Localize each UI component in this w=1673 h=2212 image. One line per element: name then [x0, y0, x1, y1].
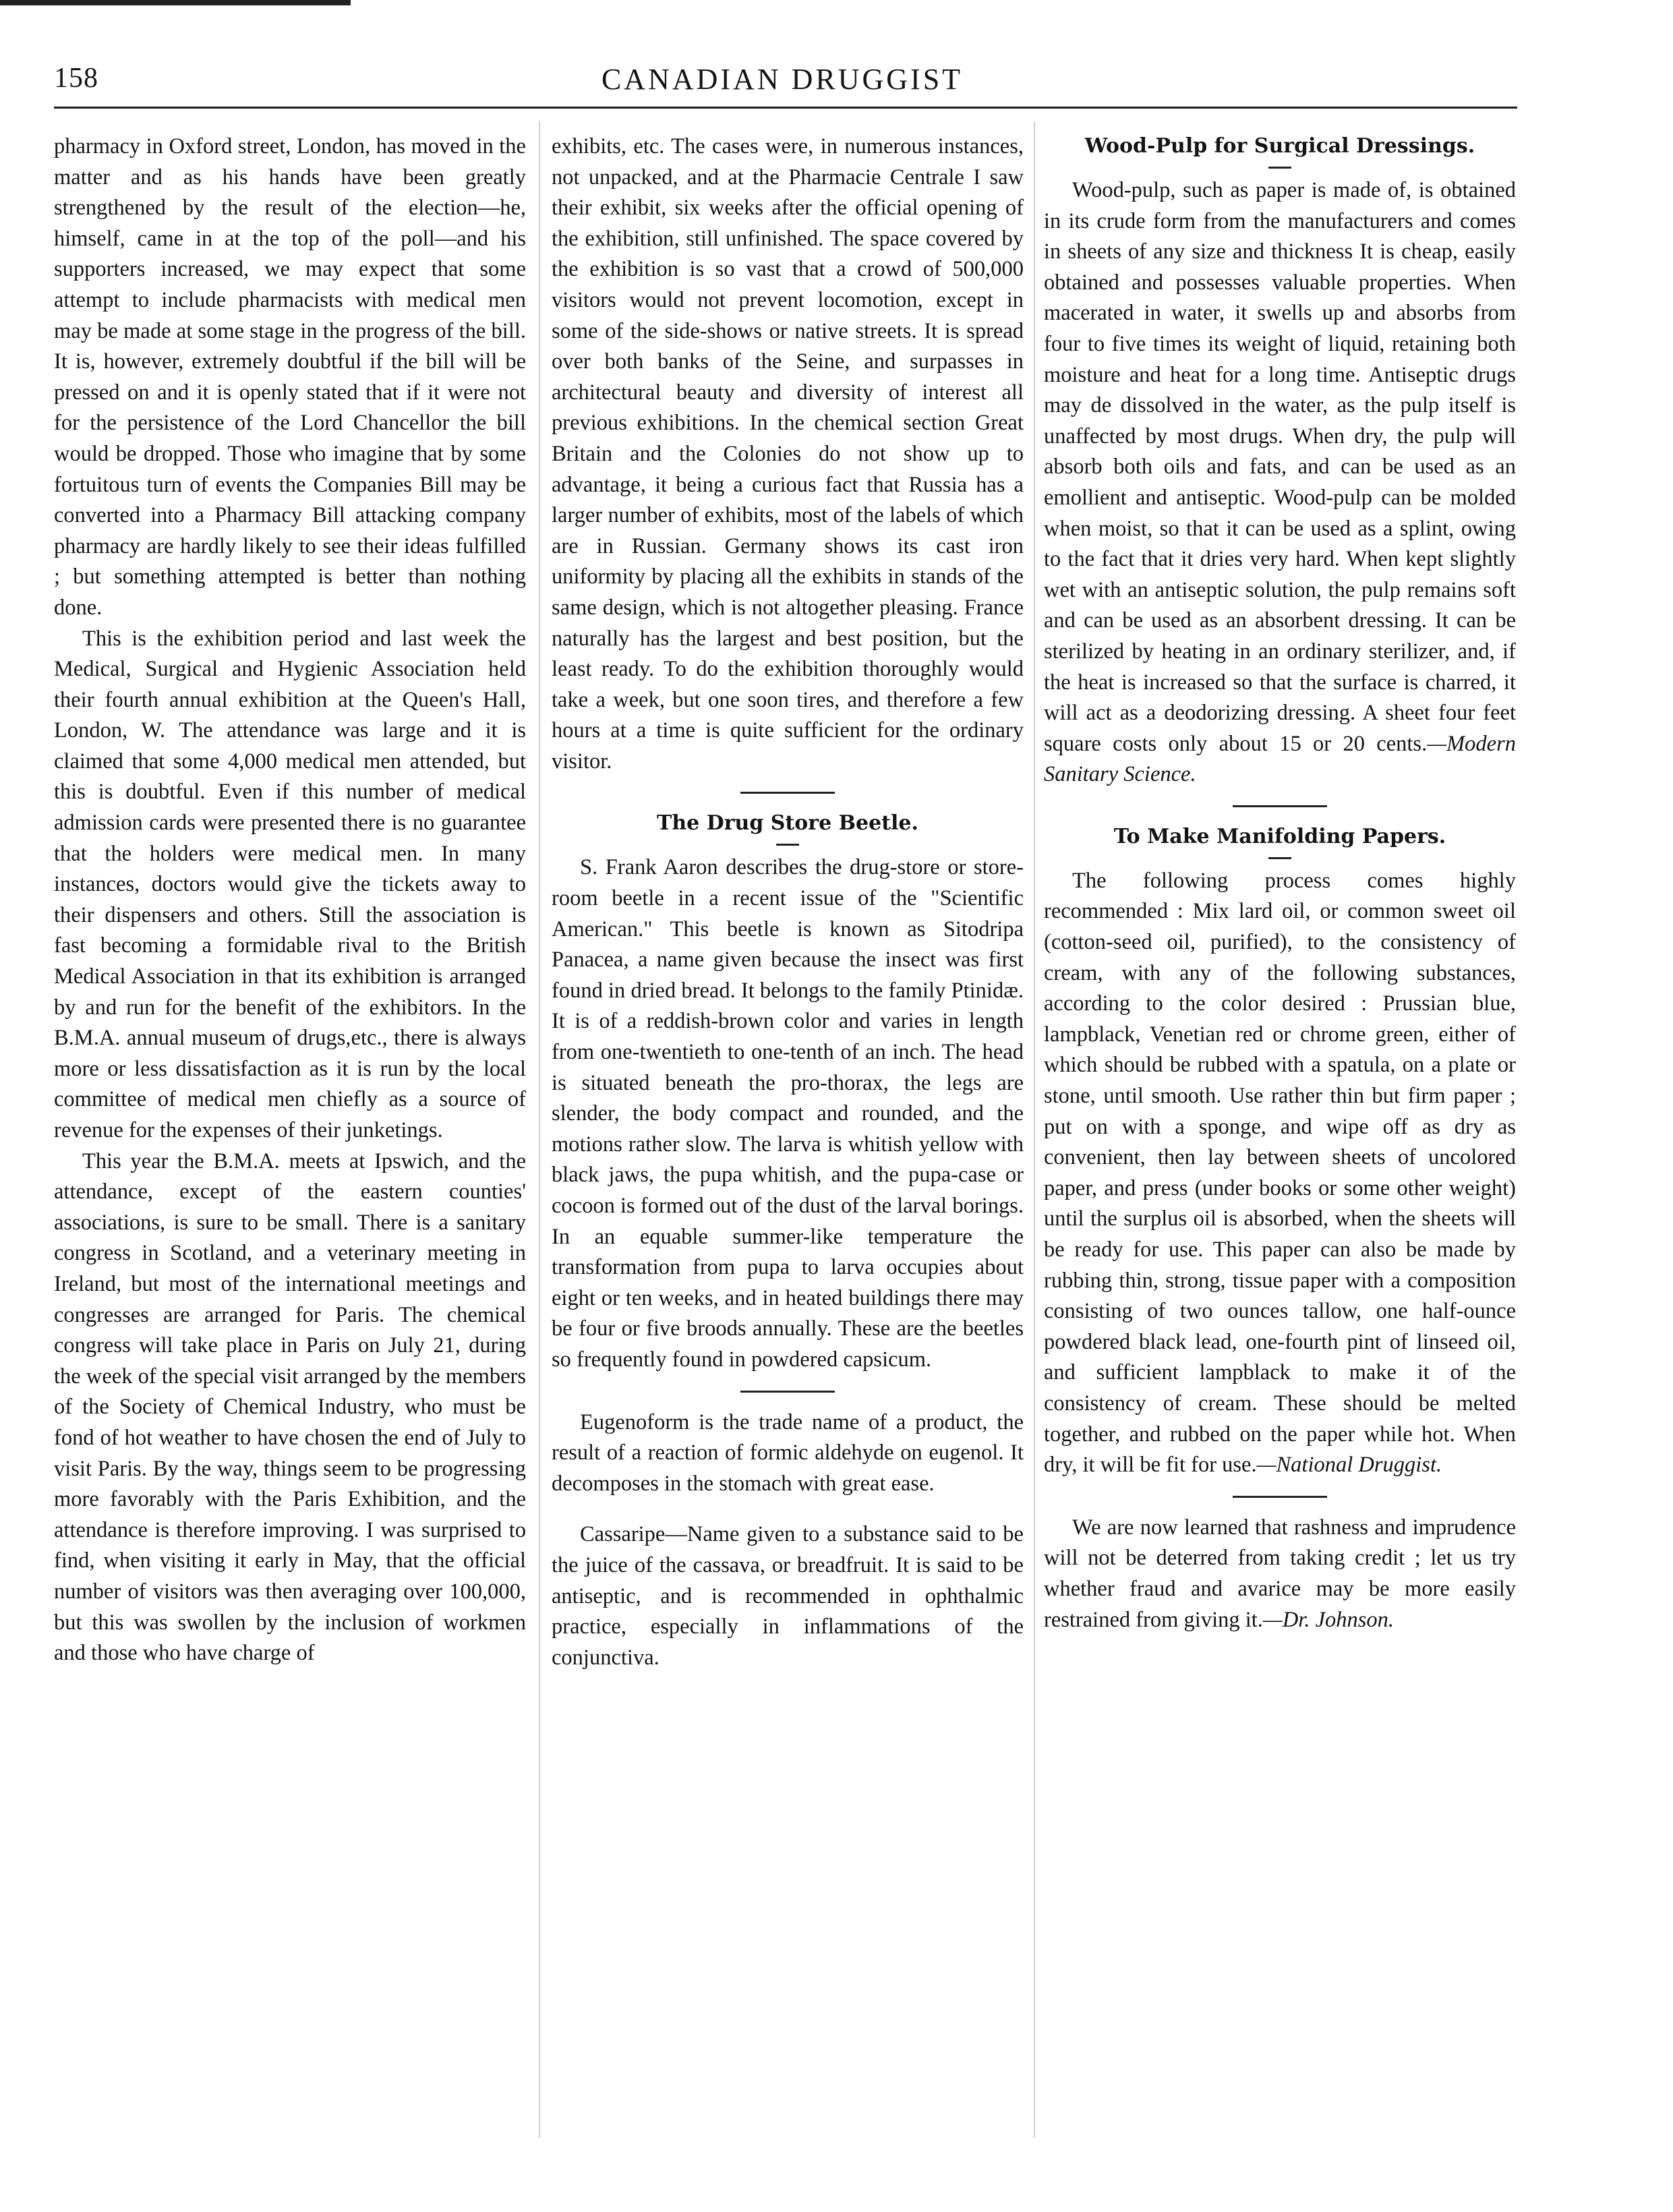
- paragraph-pharmacy-bill: pharmacy in Oxford street, London, has moved in the matter and as his hands have been greatly strengthened by the result of the election—he, himself, came in at the top of the poll—and his supporters increased, we may expect that some attempt to include pharmacists with medical men may be made at some stage in the progress of the bill. It is, however, extremely doubtful if the bill will be pressed on and it is openly stated that if it were not for the persistence of the Lord Chancellor the bill would be dropped. Those who imagine that by some fortuitous turn of events the Companies Bill may be converted into a Pharmacy Bill attacking company pharmacy are hardly likely to see their ideas fulfilled ; but something attempted is better than nothing done.: [54, 134, 526, 620]
- header-rule-right: [1052, 107, 1517, 109]
- column-2: [552, 132, 1024, 1673]
- section-separator: [740, 1391, 835, 1393]
- column-1: [54, 132, 526, 1669]
- paragraph-manifolding: [1044, 866, 1516, 1481]
- heading-wood-pulp: Wood-Pulp for Surgical Dressings.: [1084, 134, 1475, 158]
- heading-dash: [1268, 167, 1291, 169]
- scan-edge-mark: [0, 0, 351, 5]
- section-separator: [740, 792, 835, 794]
- running-title: CANADIAN DRUGGIST: [601, 63, 964, 96]
- paragraph-eugenoform: Eugenoform is the trade name of a product, the result of a reaction of formic aldehyde on eugenol. It decomposes in the stomach with great ease.: [552, 1409, 1024, 1496]
- column-3: [1044, 132, 1516, 1635]
- paragraph-wood-pulp: [1044, 175, 1516, 790]
- paragraph-exhibition-period: This is the exhibition period and last week the Medical, Surgical and Hygienic Association held their fourth annual exhibition at the Queen's Hall, London, W. The attendance was large and it is claimed that some 4,000 medical men attended, but this is doubtful. Even if this number of medical admission cards were presented there is no guarantee that the holders were medical men. In many instances, doctors would give the tickets away to their dispensers and others. Still the association is fast becoming a formidable rival to the British Medical Association in that its exhibition is arranged by and run for the benefit of the exhibitors. In the B.M.A. annual museum of drugs,etc., there is always more or less dissatisfaction as it is run by the local committee of medical men chiefly as a source of revenue for the expenses of their junketings.: [54, 626, 526, 1142]
- paragraph-cassaripe: Cassaripe—Name given to a substance said to be the juice of the cassava, or breadfruit. It is said to be antiseptic, and is recommended in ophthalmic practice, especially in inflammations of the conjunctiva.: [552, 1522, 1024, 1670]
- wood-pulp-credit: —Modern Sanitary Science.: [1044, 731, 1516, 787]
- paragraph-johnson-quote: [1044, 1513, 1516, 1635]
- johnson-text: We are now learned that rashness and imprudence will not be deterred from taking credit ; let us try whether fraud and avarice may be more easily restrained from giving it.: [1044, 1515, 1516, 1632]
- heading-dash: [776, 844, 799, 846]
- page-number: 158: [54, 63, 98, 94]
- manifolding-credit: —National Druggist.: [1256, 1453, 1442, 1478]
- heading-dash: [1268, 857, 1291, 859]
- page-header: [54, 62, 1510, 103]
- header-rule-left: [54, 107, 1059, 109]
- johnson-credit: —Dr. Johnson.: [1262, 1607, 1395, 1632]
- manifolding-text: The following process comes highly recommended : Mix lard oil, or common sweet oil (cotton-seed oil, purified), to the consistency of cream, with any of the following substances, according to the color desired : Prussian blue, lampblack, Venetian red or chrome green, either of which should be rubbed with a spatula, on a plate or stone, until smooth. Use rather thin but firm paper ; put on with a sponge, and wipe off as dry as convenient, then lay between sheets of uncolored paper, and press (under books or some other weight) until the surplus oil is absorbed, when the sheets will be ready for use. This paper can also be made by rubbing thin, strong, tissue paper with a composition consisting of two ounces tallow, one half-ounce powdered black lead, one-fourth pint of linseed oil, and sufficient lampblack to make it of the consistency of cream. These should be melted together, and rubbed on the paper while hot. When dry, it will be fit for use.: [1044, 868, 1516, 1478]
- wood-pulp-text: Wood-pulp, such as paper is made of, is obtained in its crude form from the manufacturers and comes in sheets of any size and thickness It is cheap, easily obtained and possesses valuable properties. When macerated in water, it swells up and absorbs from four to five times its weight of liquid, retaining both moisture and heat for a long time. Antiseptic drugs may de dissolved in the water, as the pulp itself is unaffected by most drugs. When dry, the pulp will absorb both oils and fats, and can be used as an emollient and antiseptic. Wood-pulp can be molded when moist, so that it can be used as a splint, owing to the fact that it dries very hard. When kept slightly wet with an antiseptic solution, the pulp remains soft and can be used as an absorbent dressing. It can be sterilized by heating in an ordinary sterilizer, and, if the heat is increased so that the surface is charred, it will act as a deodorizing dressing. A sheet four feet square costs only about 15 or 20 cents.: [1044, 178, 1516, 756]
- section-separator: [1233, 805, 1327, 807]
- column-divider-2: [1034, 121, 1035, 2138]
- heading-drug-store-beetle: The Drug Store Beetle.: [657, 811, 918, 836]
- paragraph-bma-ipswich: This year the B.M.A. meets at Ipswich, and the attendance, except of the eastern counties' associations, is sure to be small. There is a sanitary congress in Scotland, and a veterinary meeting in Ireland, but most of the international meetings and congresses are arranged for Paris. The chemical congress will take place in Paris on July 21, during the week of the special visit arranged by the members of the Society of Chemical Industry, who must be fond of hot weather to have chosen the end of July to visit Paris. By the way, things seem to be progressing more favorably with the Paris Exhibition, and the attendance is therefore improving. I was surprised to find, when visiting it early in May, that the official number of visitors was then averaging over 100,000, but this was swollen by the inclusion of workmen and those who have charge of: [54, 1148, 526, 1666]
- paragraph-drug-store-beetle: S. Frank Aaron describes the drug-store or store-room beetle in a recent issue of the "Scientific American." This beetle is known as Sitodripa Panacea, a name given because the insect was first found in dried bread. It belongs to the family Ptinidæ. It is of a reddish-brown color and varies in length from one-twentieth to one-tenth of an inch. The head is situated beneath the pro-thorax, the legs are slender, the body compact and rounded, and the motions rather slow. The larva is whitish yellow with black jaws, the pupa whitish, and the pupa-case or cocoon is formed out of the dust of the larval borings. In an equable summer-like temperature the transformation from pupa to larva occupies about eight or ten weeks, and in heated buildings there may be four or five broods annually. These are the beetles so frequently found in powdered capsicum.: [552, 855, 1024, 1372]
- paragraph-exhibits: exhibits, etc. The cases were, in numerous instances, not unpacked, and at the Pharmacie Centrale I saw their exhibit, six weeks after the official opening of the exhibition, still unfinished. The space covered by the exhibition is so vast that a crowd of 500,000 visitors would not prevent locomotion, except in some of the side-shows or native streets. It is spread over both banks of the Seine, and surpasses in architectural beauty and diversity of interest all previous exhibitions. In the chemical section Great Britain and the Colonies do not show up to advantage, it being a curious fact that Russia has a larger number of exhibits, most of the labels of which are in Russian. Germany shows its cast iron uniformity by placing all the exhibits in stands of the same design, which is not altogether pleasing. France naturally has the largest and best position, but the least ready. To do the exhibition thoroughly would take a week, but one soon tires, and therefore a few hours at a time is quite sufficient for the ordinary visitor.: [552, 134, 1024, 774]
- section-separator: [1233, 1496, 1327, 1498]
- column-divider-1: [539, 121, 540, 2138]
- heading-manifolding-papers: To Make Manifolding Papers.: [1113, 824, 1446, 848]
